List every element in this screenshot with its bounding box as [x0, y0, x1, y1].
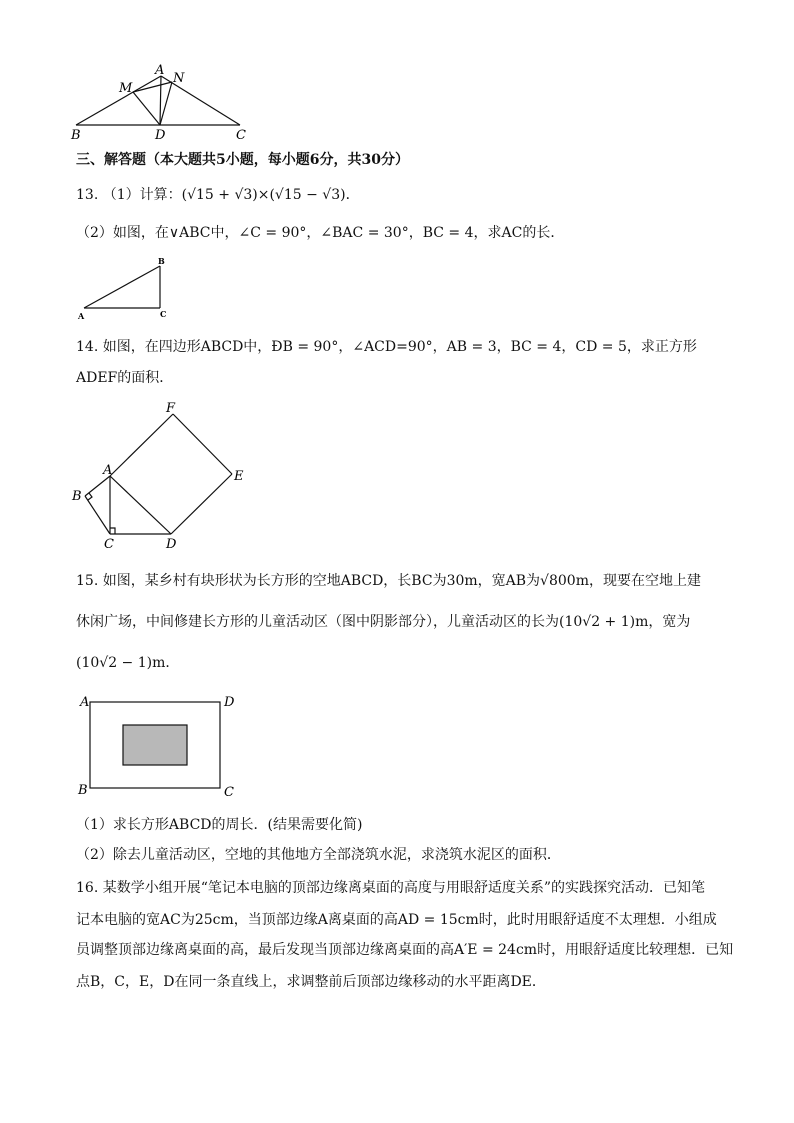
label-c: C	[160, 309, 167, 319]
label-b: B	[71, 128, 81, 143]
label-b: B	[158, 256, 165, 266]
children-area	[123, 725, 187, 765]
figure-triangle-mn	[66, 60, 266, 144]
figure-right-triangle	[72, 254, 182, 324]
q15-line1: 15. 如图，某乡村有块形状为长方形的空地ABCD，长BC为30m，宽AB为√800m，现要在空地上建	[76, 573, 701, 589]
q13-part1: 13. （1）计算：(√15 + √3)×(√15 − √3)．	[76, 187, 360, 203]
label-c: C	[236, 128, 246, 143]
label-d: D	[166, 537, 177, 552]
q16-line3: 员调整顶部边缘离桌面的高，最后发现当顶部边缘离桌面的高A′E = 24cm时，用眼舒适度比较理想．已知	[76, 942, 734, 958]
label-d: D	[224, 695, 235, 710]
q15-line2: 休闲广场，中间修建长方形的儿童活动区（图中阴影部分），儿童活动区的长为(10√2 + 1)m，宽为	[76, 614, 691, 630]
q16-line2: 记本电脑的宽AC为25cm，当顶部边缘A离桌面的高AD = 15cm时，此时用眼舒适度不太理想．小组成	[76, 912, 717, 928]
label-n: N	[173, 71, 185, 86]
q15-part1: （1）求长方形ABCD的周长．(结果需要化简)	[76, 817, 363, 833]
label-f: F	[166, 401, 176, 416]
q16-line1: 16. 某数学小组开展“笔记本电脑的顶部边缘离桌面的高度与用眼舒适度关系”的实践探究活动．已知笔	[76, 880, 706, 896]
q15-part2: （2）除去儿童活动区，空地的其他地方全部浇筑水泥，求浇筑水泥区的面积．	[76, 847, 561, 863]
q13-part2: （2）如图，在∨ABC中，∠C = 90°，∠BAC = 30°，BC = 4，求AC的长．	[76, 225, 565, 241]
label-c: C	[224, 785, 234, 800]
q14-line1: 14. 如图，在四边形ABCD中，ÐB = 90°，∠ACD=90°，AB = 3，BC = 4，CD = 5，求正方形	[76, 339, 697, 355]
label-a: A	[80, 695, 90, 710]
label-a: A	[103, 463, 113, 478]
label-m: M	[119, 81, 133, 96]
q16-line4: 点B，C，E，D在同一条直线上，求调整前后顶部边缘移动的水平距离DE．	[76, 974, 546, 990]
figure-square-adef	[66, 398, 256, 553]
label-d: D	[155, 128, 166, 143]
q15-line3: (10√2 − 1)m．	[76, 655, 180, 671]
label-a: A	[155, 63, 165, 78]
section-heading: 三、解答题（本大题共5小题，每小题6分，共30分）	[76, 152, 409, 168]
figure-rectangle-abcd	[72, 690, 252, 802]
label-c: C	[104, 537, 114, 552]
label-e: E	[234, 469, 244, 484]
label-b: B	[78, 783, 88, 798]
q14-line2: ADEF的面积．	[76, 370, 174, 386]
label-a: A	[78, 311, 85, 321]
label-b: B	[72, 489, 82, 504]
